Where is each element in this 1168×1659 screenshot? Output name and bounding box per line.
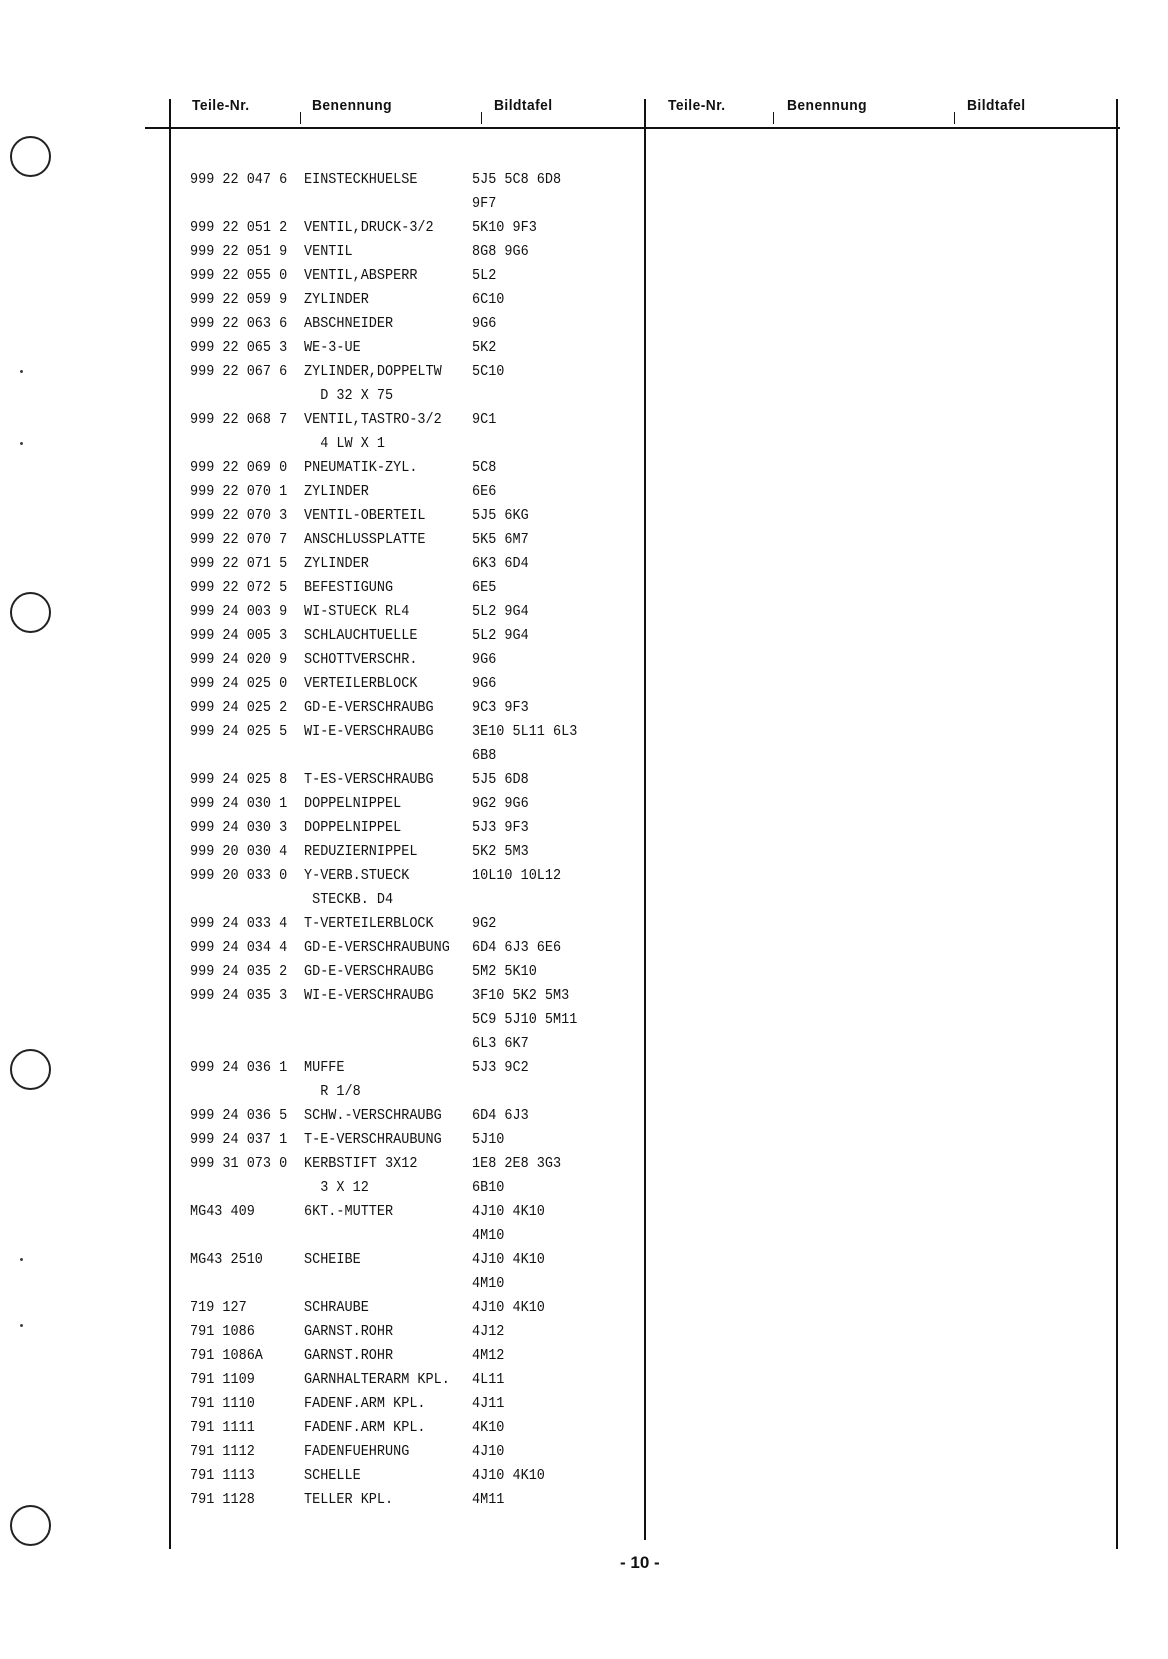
part-number: 999 22 063 6 [190,315,288,332]
part-number: 999 24 025 0 [190,675,288,692]
scan-speck [20,1258,23,1261]
part-number: 999 22 059 9 [190,291,288,308]
plate-reference: 6C10 [472,291,505,308]
plate-reference: 4J10 4K10 [472,1203,545,1220]
part-number: 791 1112 [190,1443,255,1460]
plate-reference: 4J10 4K10 [472,1467,545,1484]
plate-reference: 5J10 [472,1131,505,1148]
plate-reference: 4M10 [472,1275,505,1292]
part-number: 999 22 070 3 [190,507,288,524]
plate-reference: 5C9 5J10 5M11 [472,1011,578,1028]
plate-reference: 5K10 9F3 [472,219,537,236]
punch-hole-icon [10,136,51,177]
part-name: R 1/8 [304,1083,361,1100]
part-number: 791 1109 [190,1371,255,1388]
plate-reference: 6E5 [472,579,497,596]
header-tick [300,112,301,124]
part-number: 999 22 051 9 [190,243,288,260]
header-tick [773,112,774,124]
part-name: T-E-VERSCHRAUBUNG [304,1131,442,1148]
plate-reference: 5M2 5K10 [472,963,537,980]
part-name: FADENF.ARM KPL. [304,1419,426,1436]
part-name: VENTIL,DRUCK-3/2 [304,219,434,236]
part-number: 999 24 033 4 [190,915,288,932]
part-number: 999 22 072 5 [190,579,288,596]
plate-reference: 6K3 6D4 [472,555,529,572]
plate-reference: 6B10 [472,1179,505,1196]
part-number: 999 24 034 4 [190,939,288,956]
part-name: T-ES-VERSCHRAUBG [304,771,434,788]
part-number: 999 24 003 9 [190,603,288,620]
plate-reference: 4L11 [472,1371,505,1388]
part-number: 999 24 025 5 [190,723,288,740]
part-number: 791 1128 [190,1491,255,1508]
part-name: EINSTECKHUELSE [304,171,418,188]
plate-reference: 5L2 9G4 [472,603,529,620]
plate-reference: 3E10 5L11 6L3 [472,723,578,740]
plate-reference: 9C1 [472,411,497,428]
header-tick [954,112,955,124]
part-number: 999 24 035 3 [190,987,288,1004]
part-name: VENTIL,ABSPERR [304,267,418,284]
part-name: ABSCHNEIDER [304,315,394,332]
part-name: ZYLINDER [304,555,369,572]
part-name: 6KT.-MUTTER [304,1203,394,1220]
punch-hole-icon [10,592,51,633]
plate-reference: 9C3 9F3 [472,699,529,716]
plate-reference: 1E8 2E8 3G3 [472,1155,562,1172]
plate-reference: 4J10 4K10 [472,1251,545,1268]
part-number: MG43 409 [190,1203,255,1220]
part-number: 999 24 030 3 [190,819,288,836]
part-number: 999 24 025 2 [190,699,288,716]
part-number: 999 22 047 6 [190,171,288,188]
header-rule [145,127,1120,129]
part-name: VENTIL-OBERTEIL [304,507,426,524]
part-number: 999 24 037 1 [190,1131,288,1148]
plate-reference: 9G2 9G6 [472,795,529,812]
part-name: GARNST.ROHR [304,1323,394,1340]
header-tick [481,112,482,124]
part-name: WI-STUECK RL4 [304,603,410,620]
part-number: 999 22 070 7 [190,531,288,548]
part-name: SCHOTTVERSCHR. [304,651,418,668]
header-bildtafel: Bildtafel [494,97,553,114]
part-name: WI-E-VERSCHRAUBG [304,723,434,740]
center-divider [644,99,646,1540]
part-name: WI-E-VERSCHRAUBG [304,987,434,1004]
part-name: MUFFE [304,1059,345,1076]
plate-reference: 4K10 [472,1419,505,1436]
part-number: 999 20 030 4 [190,843,288,860]
part-name: 4 LW X 1 [304,435,386,452]
plate-reference: 9G2 [472,915,497,932]
part-number: 791 1111 [190,1419,255,1436]
plate-reference: 5K5 6M7 [472,531,529,548]
plate-reference: 5L2 9G4 [472,627,529,644]
plate-reference: 6D4 6J3 [472,1107,529,1124]
plate-reference: 9G6 [472,651,497,668]
part-name: VENTIL [304,243,353,260]
plate-reference: 5C10 [472,363,505,380]
part-name: Y-VERB.STUECK [304,867,410,884]
part-number: MG43 2510 [190,1251,263,1268]
plate-reference: 5J3 9C2 [472,1059,529,1076]
page-number: - 10 - [620,1553,660,1572]
part-name: SCHRAUBE [304,1299,369,1316]
part-name: ZYLINDER,DOPPELTW [304,363,442,380]
plate-reference: 9G6 [472,315,497,332]
part-name: GD-E-VERSCHRAUBUNG [304,939,450,956]
part-number: 791 1086 [190,1323,255,1340]
part-name: ANSCHLUSSPLATTE [304,531,426,548]
part-name: D 32 X 75 [304,387,394,404]
part-name: KERBSTIFT 3X12 [304,1155,418,1172]
plate-reference: 6D4 6J3 6E6 [472,939,562,956]
plate-reference: 5J5 6D8 [472,771,529,788]
plate-reference: 4M12 [472,1347,505,1364]
plate-reference: 4J10 4K10 [472,1299,545,1316]
part-name: DOPPELNIPPEL [304,795,402,812]
part-number: 791 1110 [190,1395,255,1412]
plate-reference: 5K2 5M3 [472,843,529,860]
right-border [1116,99,1118,1549]
part-name: VENTIL,TASTRO-3/2 [304,411,442,428]
plate-reference: 5J3 9F3 [472,819,529,836]
part-name: SCHELLE [304,1467,361,1484]
part-number: 999 20 033 0 [190,867,288,884]
part-number: 999 24 035 2 [190,963,288,980]
part-number: 999 22 069 0 [190,459,288,476]
header-benennung: Benennung [312,97,393,114]
part-name: ZYLINDER [304,291,369,308]
part-name: SCHEIBE [304,1251,361,1268]
part-name: BEFESTIGUNG [304,579,394,596]
plate-reference: 5J5 5C8 6D8 [472,171,562,188]
punch-hole-icon [10,1505,51,1546]
plate-reference: 6E6 [472,483,497,500]
punch-hole-icon [10,1049,51,1090]
part-number: 999 22 071 5 [190,555,288,572]
part-number: 999 22 067 6 [190,363,288,380]
part-number: 999 24 030 1 [190,795,288,812]
plate-reference: 4J12 [472,1323,505,1340]
part-name: FADENF.ARM KPL. [304,1395,426,1412]
part-name: PNEUMATIK-ZYL. [304,459,418,476]
plate-reference: 4J10 [472,1443,505,1460]
part-name: WE-3-UE [304,339,361,356]
left-border [169,99,171,1549]
plate-reference: 8G8 9G6 [472,243,529,260]
part-name: GARNHALTERARM KPL. [304,1371,450,1388]
plate-reference: 9G6 [472,675,497,692]
plate-reference: 4M11 [472,1491,505,1508]
part-number: 999 22 055 0 [190,267,288,284]
part-number: 999 24 005 3 [190,627,288,644]
header-teile-nr-right: Teile-Nr. [668,97,726,114]
part-number: 999 24 036 1 [190,1059,288,1076]
part-name: GARNST.ROHR [304,1347,394,1364]
part-number: 999 31 073 0 [190,1155,288,1172]
part-name: STECKB. D4 [304,891,394,908]
plate-reference: 5C8 [472,459,497,476]
part-name: T-VERTEILERBLOCK [304,915,434,932]
part-name: DOPPELNIPPEL [304,819,402,836]
part-number: 791 1086A [190,1347,263,1364]
plate-reference: 10L10 10L12 [472,867,562,884]
part-number: 999 22 070 1 [190,483,288,500]
scan-speck [20,442,23,445]
plate-reference: 9F7 [472,195,497,212]
part-name: SCHLAUCHTUELLE [304,627,418,644]
plate-reference: 4J11 [472,1395,505,1412]
scan-speck [20,1324,23,1327]
part-name: FADENFUEHRUNG [304,1443,410,1460]
part-name: TELLER KPL. [304,1491,394,1508]
header-teile-nr: Teile-Nr. [192,97,250,114]
part-name: GD-E-VERSCHRAUBG [304,699,434,716]
plate-reference: 4M10 [472,1227,505,1244]
part-name: ZYLINDER [304,483,369,500]
header-bildtafel-right: Bildtafel [967,97,1026,114]
part-number: 999 24 025 8 [190,771,288,788]
part-number: 999 22 065 3 [190,339,288,356]
part-name: GD-E-VERSCHRAUBG [304,963,434,980]
part-number: 999 24 036 5 [190,1107,288,1124]
part-number: 999 24 020 9 [190,651,288,668]
header-benennung-right: Benennung [787,97,868,114]
part-number: 999 22 068 7 [190,411,288,428]
part-number: 791 1113 [190,1467,255,1484]
part-name: SCHW.-VERSCHRAUBG [304,1107,442,1124]
part-name: VERTEILERBLOCK [304,675,418,692]
part-name: 3 X 12 [304,1179,369,1196]
plate-reference: 5L2 [472,267,497,284]
plate-reference: 6B8 [472,747,497,764]
plate-reference: 6L3 6K7 [472,1035,529,1052]
part-number: 999 22 051 2 [190,219,288,236]
plate-reference: 3F10 5K2 5M3 [472,987,570,1004]
plate-reference: 5J5 6KG [472,507,529,524]
scan-speck [20,370,23,373]
part-name: REDUZIERNIPPEL [304,843,418,860]
part-number: 719 127 [190,1299,247,1316]
plate-reference: 5K2 [472,339,497,356]
